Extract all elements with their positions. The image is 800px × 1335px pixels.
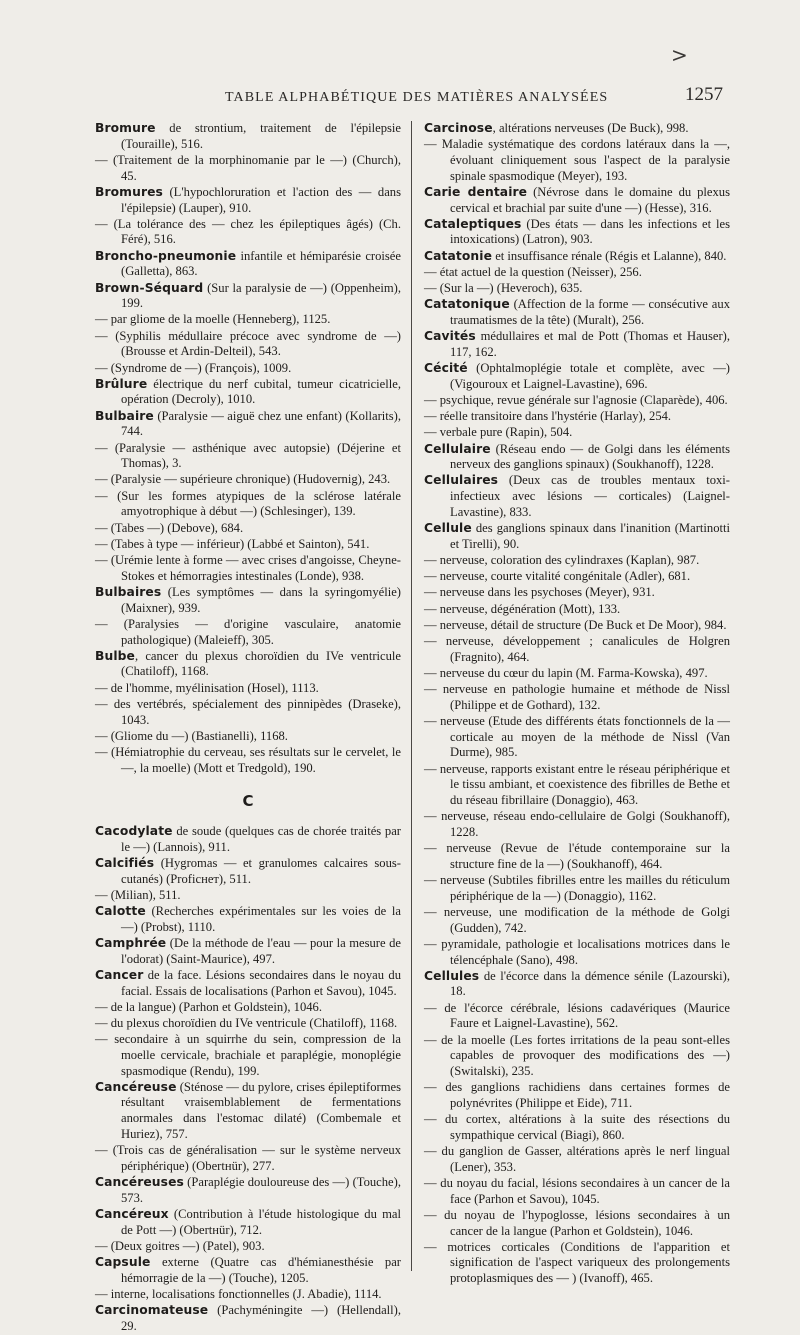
entry-text: — (La tolérance des — chez les épileptiques âgés) (Ch. Féré), 516. — [95, 216, 401, 247]
entry-text: — nerveuse, réseau endo-cellulaire de Golgi (Soukhanoff), 1228. — [424, 809, 730, 839]
entry-headword: Calcifiés — [95, 855, 155, 870]
entry-text: — des ganglions rachidiens dans certaines formes de polynévrites (Philippe et Eide), 711. — [424, 1080, 730, 1110]
entry-text: — (Paralysie — asthénique avec autopsie) (Déjerine et Thomas), 3. — [95, 440, 401, 471]
index-entry — [424, 121, 730, 137]
index-entry — [95, 1000, 401, 1016]
entry-text: — nerveuse, coloration des cylindraxes (Kaplan), 987. — [424, 552, 700, 567]
index-entry — [95, 185, 401, 216]
entry-text: (Paraplégie douloureuse des —) (Touche), 573. — [121, 1175, 401, 1205]
index-entry — [95, 217, 401, 248]
index-entry — [424, 249, 730, 265]
entry-text: — (Traitement de la morphinomanie par le —) (Church), 45. — [95, 152, 401, 183]
index-entry — [95, 968, 401, 999]
entry-headword: Brûlure — [95, 376, 148, 391]
index-entry — [95, 697, 401, 728]
entry-text: externe (Quatre cas d'hémianesthésie par hémorragie de la —) (Touche), 1205. — [121, 1255, 401, 1285]
index-entry — [424, 809, 730, 840]
index-entry — [424, 409, 730, 425]
index-entry — [95, 409, 401, 440]
index-entry — [95, 1080, 401, 1143]
entry-text: — (Hémiatrophie du cerveau, ses résultats sur le cervelet, le —, la moelle) (Mott et Tredgold), 190. — [95, 744, 401, 775]
index-entry — [95, 729, 401, 745]
running-head — [95, 82, 725, 118]
entry-text: — du cortex, altérations à la suite des résections du sympathique cervical (Biagi), 860. — [424, 1112, 730, 1142]
section-letter: C — [242, 792, 254, 811]
entry-text: et insuffisance rénale (Régis et Lalanne), 840. — [492, 248, 727, 263]
index-entry — [95, 472, 401, 488]
entry-text: — du ganglion de Gasser, altérations après le nerf lingual (Lener), 353. — [424, 1144, 730, 1174]
page-number: 1257 — [685, 84, 723, 105]
index-entry — [95, 1255, 401, 1286]
entry-headword: Bromure — [95, 121, 156, 135]
entry-text: — nerveuse (Etude des différents états fonctionnels de la — corticale au moyen de la méthode de Nissl (Van Durme), 985. — [424, 714, 730, 760]
index-entry — [424, 937, 730, 968]
index-entry — [424, 585, 730, 601]
index-entry — [95, 681, 401, 697]
entry-text: — nerveuse (Revue de l'étude contemporaine sur la structure fine de la —) (Soukhanoff), 464. — [424, 841, 730, 871]
entry-text: — réelle transitoire dans l'hystérie (Harlay), 254. — [424, 409, 672, 424]
index-entry — [95, 553, 401, 584]
entry-text: — (Sur les formes atypiques de la sclérose latérale amyotrophique à début —) (Schlesinger), 139. — [95, 488, 401, 519]
entry-text: — état actuel de la question (Neisser), 256. — [424, 264, 642, 279]
entry-headword: Cancéreuses — [95, 1175, 184, 1189]
entry-headword: Capsule — [95, 1255, 151, 1270]
column-divider — [411, 121, 412, 1271]
index-entry — [424, 393, 730, 409]
entry-headword: Cavités — [424, 329, 476, 344]
entry-text: — nerveuse du cœur du lapin (M. Farma-Kowska), 497. — [424, 665, 708, 680]
index-entry — [95, 441, 401, 472]
entry-text: (Sténose — du pylore, crises épileptiformes résultant vraisemblablement de fermentations anormales dans l'estomac dilaté) (Combemale et Huriez), 757. — [121, 1079, 401, 1141]
entry-text: électrique du nerf cubital, tumeur cicatricielle, opération (Decroly), 1010. — [121, 376, 401, 407]
entry-headword: Cancer — [95, 967, 144, 982]
index-entry — [95, 1032, 401, 1079]
entry-text: — du noyau du facial, lésions secondaires à un cancer de la face (Parhon et Savou), 1045. — [424, 1175, 730, 1206]
entry-text: , altérations nerveuses (De Buck), 998. — [492, 121, 689, 135]
entry-headword: Catatonie — [424, 248, 493, 263]
entry-headword: Bulbe — [95, 648, 135, 663]
index-entry — [424, 618, 730, 634]
entry-text: — verbale pure (Rapin), 504. — [424, 425, 573, 440]
entry-text: — du plexus choroïdien du IVe ventricule (Chatiloff), 1168. — [95, 1015, 398, 1030]
entry-headword: Cellulaire — [424, 441, 491, 456]
entry-text: (L'hypochloruration et l'action des — dans l'épilepsie) (Lauper), 910. — [121, 184, 401, 215]
index-entry — [424, 1080, 730, 1111]
entry-text: — du noyau de l'hypoglosse, lésions secondaires à un cancer de la langue (Parhon et Goldstein), 1046. — [424, 1207, 730, 1238]
index-entry — [95, 361, 401, 377]
entry-text: (Des états — dans les infections et les intoxications) (Latron), 903. — [450, 216, 730, 247]
entry-text: — Maladie systématique des cordons latéraux dans la —, évoluant cliniquement sous l'aspect de la paralysie spinale spasmodique (Meyer), 193. — [424, 137, 730, 183]
index-entry — [95, 281, 401, 312]
index-entry — [95, 329, 401, 360]
entry-text: (Névrose dans le domaine du plexus cervical et brachial par suite d'une —) (Hesse), 316. — [450, 184, 730, 215]
entry-text: de soude (quelques cas de chorée traités par le —) (Lannois), 911. — [121, 824, 401, 854]
entry-text: — (Trois cas de généralisation — sur le système nerveux périphérique) (Obertнür), 277. — [95, 1143, 401, 1173]
page-title: TABLE ALPHABÉTIQUE DES MATIÈRES ANALYSÉES — [225, 90, 609, 105]
entry-text: — nerveuse, détail de structure (De Buck et De Moor), 984. — [424, 617, 727, 632]
index-entry — [424, 521, 730, 552]
index-entry — [424, 1144, 730, 1175]
entry-headword: Cancéreux — [95, 1206, 169, 1221]
entry-text: (Affection de la forme — consécutive aux traumatismes de la tête) (Muralt), 256. — [450, 297, 730, 327]
index-entry — [95, 888, 401, 904]
index-entry — [424, 1176, 730, 1207]
entry-headword: Brown-Séquard — [95, 280, 204, 295]
entry-text: infantile et hémiparésie croisée (Galletta), 863. — [121, 248, 401, 279]
index-entry — [424, 1001, 730, 1032]
entry-text: — de l'homme, myélinisation (Hosel), 1113. — [95, 680, 319, 695]
entry-text: — secondaire à un squirrhe du sein, compression de la moelle cervicale, brachiale et paraplégie, monoplégie spasmodique (Rendu), 199. — [95, 1032, 401, 1078]
index-entry — [424, 473, 730, 520]
index-entry — [424, 666, 730, 682]
entry-text: , cancer du plexus choroïdien du IVe ventricule (Chatiloff), 1168. — [121, 648, 401, 679]
index-entry — [424, 873, 730, 904]
entry-text: de l'écorce dans la démence sénile (Lazourski), 18. — [450, 968, 730, 999]
left-entries-b — [95, 121, 401, 776]
index-entry — [95, 904, 401, 935]
index-entry — [95, 121, 401, 152]
index-entry — [424, 1208, 730, 1239]
index-entry — [95, 617, 401, 648]
entry-text: — interne, localisations fonctionnelles (J. Abadie), 1114. — [95, 1286, 382, 1301]
entry-text: — nerveuse, rapports existant entre le réseau périphérique et le tissu ambiant, et coexistence des fibrilles de Bethe et du réseau fibrillaire (Donaggio), 463. — [424, 761, 730, 808]
index-entry — [424, 297, 730, 328]
index-entry — [424, 137, 730, 184]
entry-text: — (Syphilis médullaire précoce avec syndrome de —) (Brousse et Ardin-Delteil), 543. — [95, 328, 401, 359]
entry-text: — (Paralysie — supérieure chronique) (Hudovernig), 243. — [95, 472, 391, 487]
index-entry — [424, 185, 730, 216]
index-entry — [424, 1112, 730, 1143]
index-entry — [424, 265, 730, 281]
index-entry — [424, 569, 730, 585]
entry-headword: Cécité — [424, 361, 468, 376]
entry-text: — (Tabes à type — inférieur) (Labbé et Sainton), 541. — [95, 536, 370, 551]
entry-text: — de la langue) (Parhon et Goldstein), 1046. — [95, 999, 322, 1014]
entry-text: — (Urémie lente à forme — avec crises d'angoisse, Cheyne-Stokes et hémorragies intestinales (Londe), 938. — [95, 552, 401, 583]
entry-text: — motrices corticales (Conditions de l'apparition et signification de l'aspect variqueux des prolongements protoplasmiques des — ) (Ivanoff), 465. — [424, 1239, 730, 1286]
entry-text: (Contribution à l'étude histologique du mal de Pott —) (Obertнür), 712. — [121, 1206, 401, 1237]
entry-text: (Paralysie — aiguë chez une enfant) (Kollarits), 744. — [121, 408, 401, 439]
index-entry — [95, 1016, 401, 1032]
left-entries-c — [95, 824, 401, 1335]
index-entry — [95, 249, 401, 280]
index-entry — [95, 1207, 401, 1238]
index-entry — [95, 521, 401, 537]
corner-mark: > — [671, 43, 688, 67]
right-column — [424, 121, 730, 1286]
entry-text: de la face. Lésions secondaires dans le noyau du facial. Essais de localisations (Parhon et Savou), 1045. — [121, 967, 401, 998]
entry-headword: Cacodylate — [95, 824, 173, 839]
entry-text: — nerveuse, courte vitalité congénitale (Adler), 681. — [424, 569, 691, 584]
index-entry — [95, 745, 401, 776]
index-entry — [424, 361, 730, 392]
index-entry — [95, 1143, 401, 1174]
entry-text: — par gliome de la moelle (Henneberg), 1125. — [95, 312, 331, 327]
entry-text: — (Sur la —) (Heveroch), 635. — [424, 281, 583, 296]
index-entry — [95, 1239, 401, 1255]
index-entry — [424, 969, 730, 1000]
index-entry — [424, 217, 730, 248]
index-entry — [95, 824, 401, 855]
left-column — [95, 121, 401, 1333]
index-entry — [95, 537, 401, 553]
entry-text: — de la moelle (Les fortes irritations de la peau sont-elles capables de provoquer des modifications des —) (Switalski), 235. — [424, 1032, 730, 1078]
entry-text: — nerveuse en pathologie humaine et méthode de Nissl (Philippe et de Gothard), 132. — [424, 682, 730, 712]
entry-text: — (Deux goitres —) (Patel), 903. — [95, 1238, 265, 1253]
entry-text: — nerveuse dans les psychoses (Meyer), 931. — [424, 585, 655, 600]
entry-text: médullaires et mal de Pott (Thomas et Hauser), 117, 162. — [450, 329, 730, 359]
right-entries — [424, 121, 730, 1287]
entry-headword: Cellule — [424, 521, 472, 536]
entry-text: — nerveuse, dégénération (Mott), 133. — [424, 601, 621, 616]
entry-text: (Pachyméningite —) (Hellendall), 29. — [121, 1303, 401, 1333]
entry-headword: Cellulaires — [424, 473, 499, 488]
entry-headword: Camphrée — [95, 935, 167, 950]
index-entry — [424, 762, 730, 809]
index-entry — [95, 153, 401, 184]
entry-text: (Recherches expérimentales sur les voies de la —) (Probst), 1110. — [121, 904, 401, 934]
entry-headword: Carcinose — [424, 121, 493, 135]
entry-text: de strontium, traitement de l'épilepsie (Touraille), 516. — [121, 121, 401, 151]
entry-headword: Bulbaire — [95, 408, 154, 423]
index-entry — [95, 312, 401, 328]
entry-headword: Bromures — [95, 184, 163, 199]
index-entry — [424, 553, 730, 569]
index-entry — [95, 856, 401, 887]
index-entry — [424, 714, 730, 761]
entry-headword: Broncho-pneumonie — [95, 248, 237, 263]
index-entry — [95, 377, 401, 408]
entry-text: (Deux cas de troubles mentaux toxi-infectieux avec lésions — corticales) (Laignel-Lavastine), 833. — [450, 473, 730, 519]
index-entry — [95, 1287, 401, 1303]
entry-text: — (Tabes —) (Debove), 684. — [95, 520, 244, 535]
entry-headword: Cataleptiques — [424, 216, 522, 231]
index-entry — [424, 442, 730, 473]
entry-text: (Ophtalmoplégie totale et complète, avec —) (Vigouroux et Laignel-Lavastine), 696. — [450, 361, 730, 391]
entry-text: (De la méthode de l'eau — pour la mesure de l'odorat) (Saint-Maurice), 497. — [121, 935, 401, 966]
index-entry — [424, 634, 730, 665]
index-entry — [95, 1303, 401, 1334]
index-entry — [95, 585, 401, 616]
entry-text: des ganglions spinaux dans l'inanition (Martinotti et Tirelli), 90. — [450, 521, 730, 551]
entry-text: — nerveuse (Subtiles fibrilles entre les mailles du réticulum périphérique de la —) (Donaggio), 1162. — [424, 873, 730, 903]
entry-text: (Hygromas — et granulomes calcaires sous-cutanés) (Proficнет), 511. — [121, 855, 401, 886]
entry-headword: Cellules — [424, 968, 480, 983]
index-entry — [424, 425, 730, 441]
index-entry — [424, 1240, 730, 1287]
entry-text: — des vertébrés, spécialement des pinnipèdes (Draseke), 1043. — [95, 696, 401, 727]
entry-headword: Carie dentaire — [424, 184, 528, 199]
index-entry — [95, 1175, 401, 1206]
index-entry — [424, 682, 730, 713]
index-entry — [95, 649, 401, 680]
entry-text: (Les symptômes — dans la syringomyélie) (Maixner), 939. — [121, 584, 401, 615]
entry-text: — (Gliome du —) (Bastianelli), 1168. — [95, 728, 288, 743]
entry-text: — (Syndrome de —) (François), 1009. — [95, 360, 292, 375]
index-entry — [95, 936, 401, 967]
index-entry — [95, 489, 401, 520]
entry-headword: Bulbaires — [95, 584, 162, 599]
entry-text: — de l'écorce cérébrale, lésions cadavériques (Maurice Faure et Laignel-Lavastine), 562. — [424, 1000, 730, 1031]
index-entry — [424, 1033, 730, 1080]
entry-headword: Cancéreuse — [95, 1079, 177, 1094]
entry-text: — nerveuse, une modification de la méthode de Golgi (Gudden), 742. — [424, 904, 730, 935]
entry-text: — pyramidale, pathologie et localisations motrices dans le télencéphale (Sano), 498. — [424, 936, 730, 967]
entry-text: — (Milian), 511. — [95, 887, 181, 902]
index-entry — [424, 602, 730, 618]
entry-text: (Sur la paralysie de —) (Oppenheim), 199. — [121, 280, 401, 311]
entry-text: (Réseau endo — de Golgi dans les éléments nerveux des ganglions spinaux) (Soukhanoff), 1228. — [450, 441, 730, 472]
entry-headword: Catatonique — [424, 297, 510, 312]
index-entry — [424, 841, 730, 872]
index-entry — [424, 281, 730, 297]
entry-text: — psychique, revue générale sur l'agnosie (Claparède), 406. — [424, 392, 728, 407]
entry-headword: Calotte — [95, 904, 146, 919]
entry-headword: Carcinomateuse — [95, 1303, 209, 1318]
entry-text: — nerveuse, développement ; canalicules de Holgren (Fragnito), 464. — [424, 634, 730, 664]
index-entry — [424, 329, 730, 360]
entry-text: — (Paralysies — d'origine vasculaire, anatomie pathologique) (Maleieff), 305. — [95, 616, 401, 647]
index-entry — [424, 905, 730, 936]
